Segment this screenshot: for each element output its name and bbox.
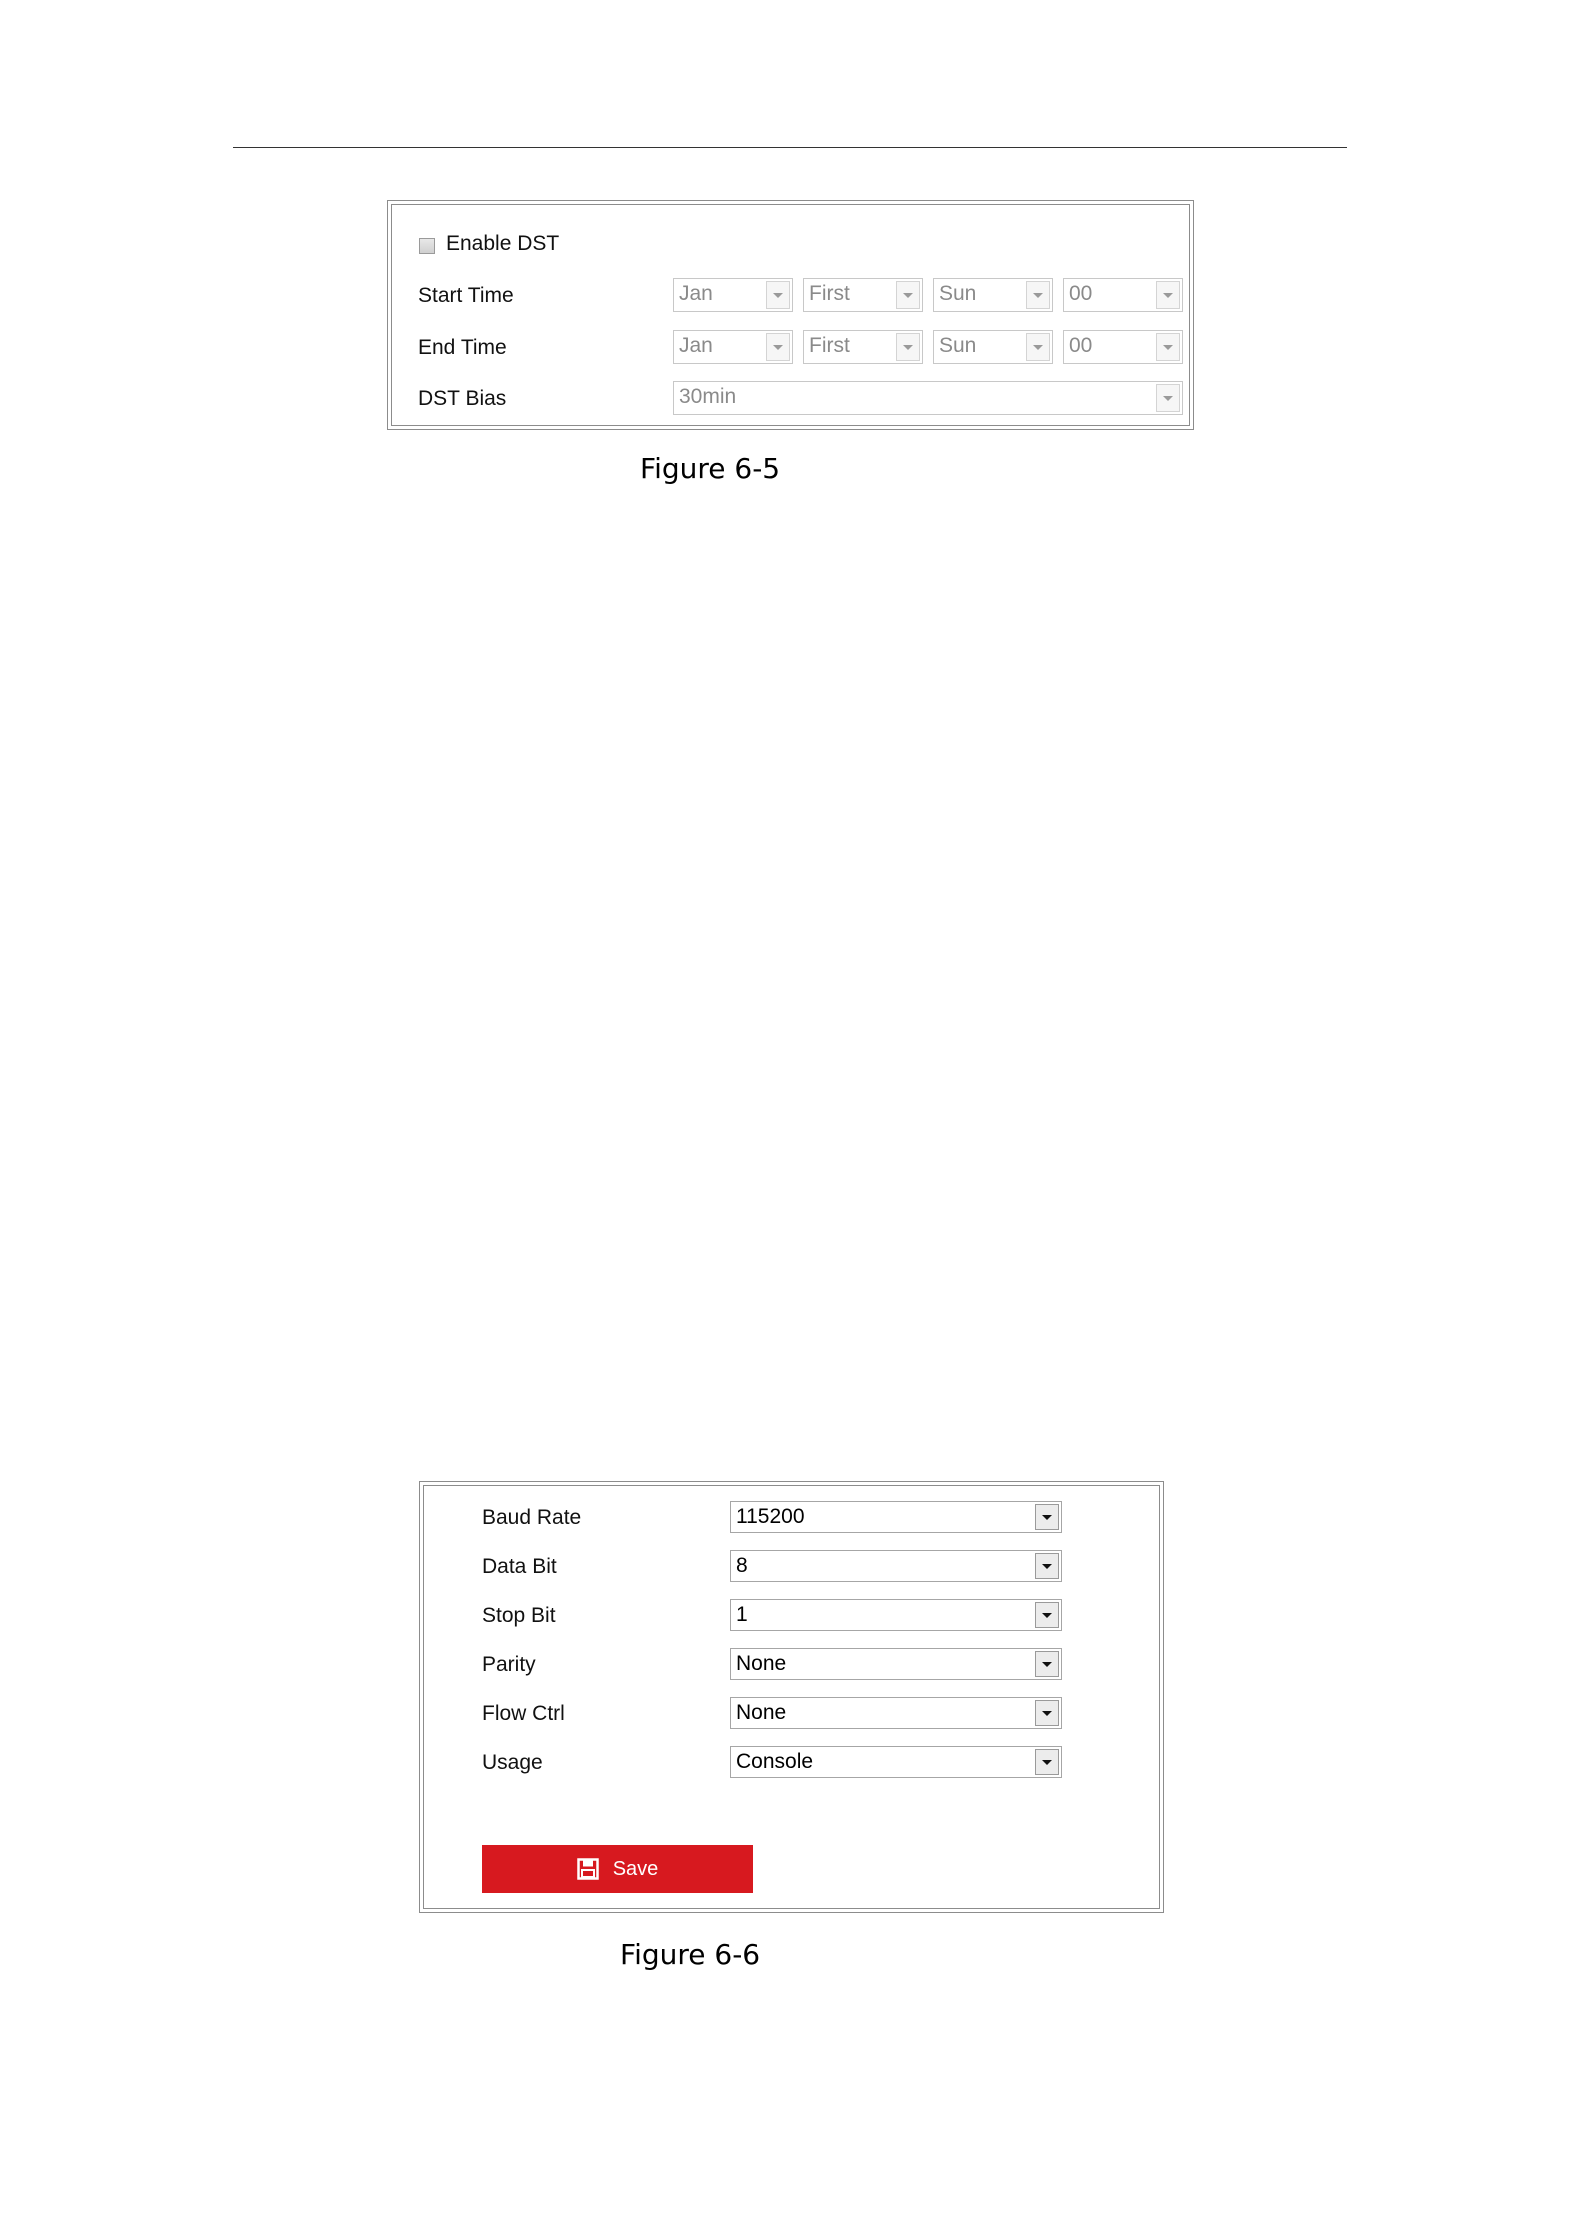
dst-bias-label: DST Bias [418,387,507,410]
chevron-down-icon[interactable] [1035,1504,1059,1530]
figure-6-6-caption: Figure 6-6 [620,1938,761,1971]
start-time-month-value: Jan [679,282,713,305]
end-time-day-value: Sun [939,334,977,357]
stop-bit-value: 1 [736,1603,748,1626]
start-time-hour-select[interactable] [1063,278,1183,312]
start-time-month-select[interactable] [673,278,793,312]
dst-bias-value: 30min [679,385,737,408]
data-bit-value: 8 [736,1554,748,1577]
chevron-down-icon[interactable] [1156,333,1180,361]
dst-bias-select[interactable] [673,381,1183,415]
save-icon [577,1858,599,1880]
chevron-down-icon[interactable] [766,333,790,361]
start-time-label: Start Time [418,284,514,307]
flow-ctrl-label: Flow Ctrl [482,1702,565,1725]
flow-ctrl-select[interactable] [730,1697,1062,1729]
start-time-day-select[interactable] [933,278,1053,312]
enable-dst-label: Enable DST [446,232,560,255]
chevron-down-icon[interactable] [1026,333,1050,361]
save-button-label: Save [612,1857,659,1880]
data-bit-label: Data Bit [482,1555,557,1578]
chevron-down-icon[interactable] [1026,281,1050,309]
chevron-down-icon[interactable] [1035,1602,1059,1628]
chevron-down-icon[interactable] [896,281,920,309]
flow-ctrl-value: None [736,1701,787,1724]
end-time-day-select[interactable] [933,330,1053,364]
chevron-down-icon[interactable] [1035,1700,1059,1726]
end-time-month-value: Jan [679,334,713,357]
baud-rate-label: Baud Rate [482,1506,582,1529]
chevron-down-icon[interactable] [766,281,790,309]
parity-label: Parity [482,1653,536,1676]
figure-6-5-caption: Figure 6-5 [640,452,781,485]
data-bit-select[interactable] [730,1550,1062,1582]
baud-rate-value: 115200 [736,1505,805,1528]
end-time-week-value: First [809,334,850,357]
save-button[interactable] [482,1845,753,1893]
end-time-hour-value: 00 [1069,334,1093,357]
usage-value: Console [736,1750,814,1773]
usage-label: Usage [482,1751,543,1774]
chevron-down-icon[interactable] [896,333,920,361]
start-time-week-value: First [809,282,850,305]
end-time-hour-select[interactable] [1063,330,1183,364]
chevron-down-icon[interactable] [1156,384,1180,412]
start-time-hour-value: 00 [1069,282,1093,305]
parity-select[interactable] [730,1648,1062,1680]
stop-bit-label: Stop Bit [482,1604,556,1627]
chevron-down-icon[interactable] [1035,1651,1059,1677]
start-time-day-value: Sun [939,282,977,305]
start-time-week-select[interactable] [803,278,923,312]
stop-bit-select[interactable] [730,1599,1062,1631]
enable-dst-checkbox[interactable] [419,238,435,254]
chevron-down-icon[interactable] [1035,1553,1059,1579]
baud-rate-select[interactable] [730,1501,1062,1533]
chevron-down-icon[interactable] [1156,281,1180,309]
parity-value: None [736,1652,787,1675]
end-time-month-select[interactable] [673,330,793,364]
end-time-label: End Time [418,336,507,359]
end-time-week-select[interactable] [803,330,923,364]
header-rule [233,147,1347,148]
chevron-down-icon[interactable] [1035,1749,1059,1775]
usage-select[interactable] [730,1746,1062,1778]
